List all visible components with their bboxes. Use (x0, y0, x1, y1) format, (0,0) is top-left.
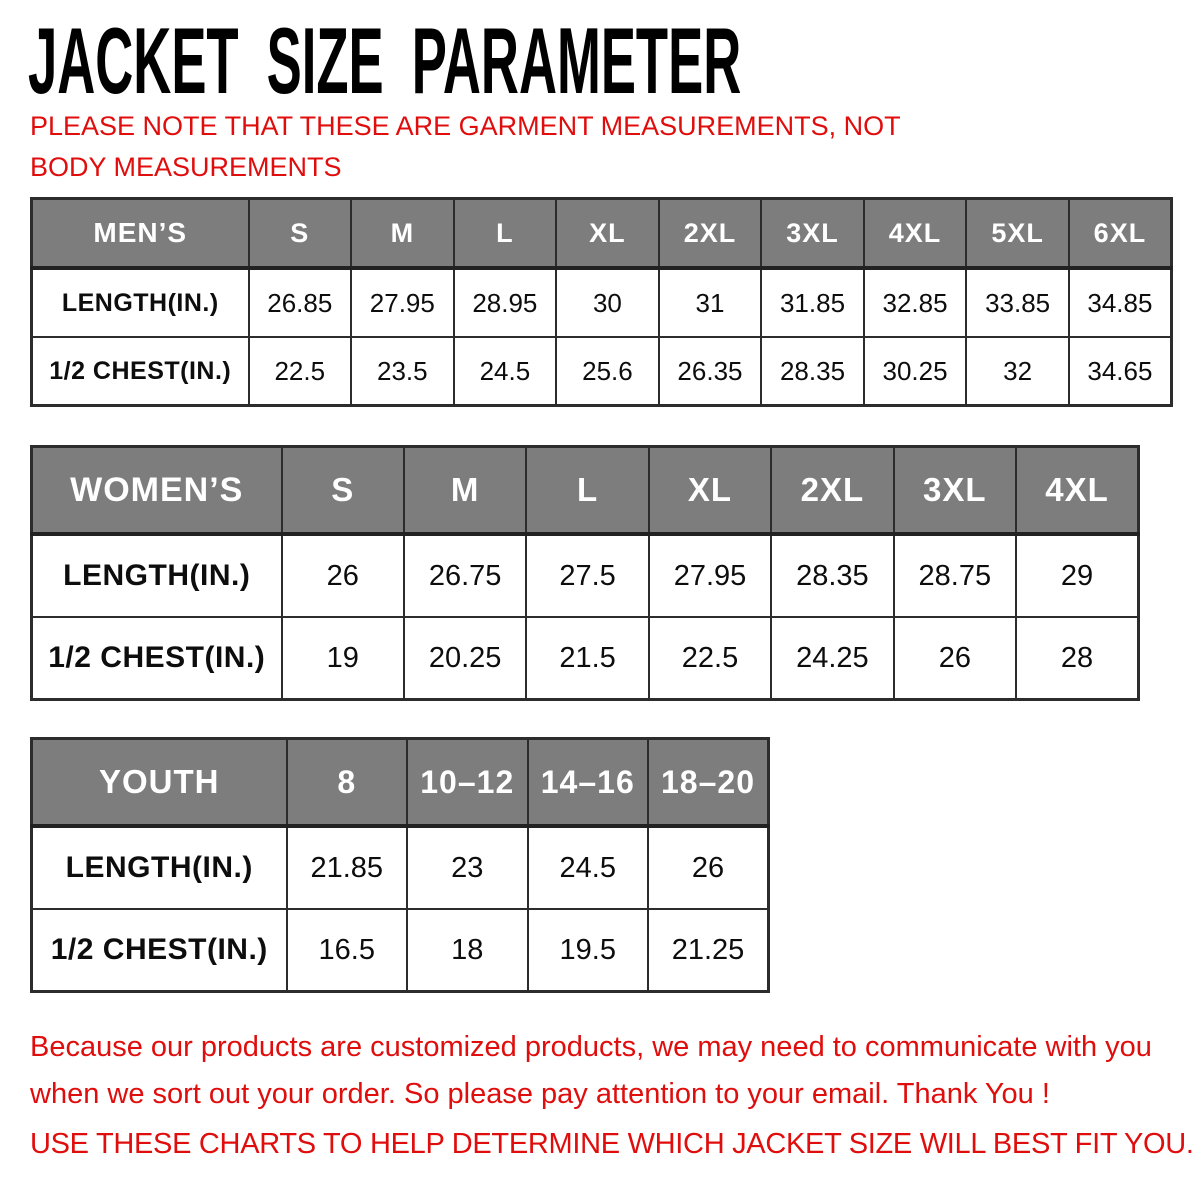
measurement-value-cell: 27.95 (649, 534, 771, 617)
measurement-value-cell: 28.75 (894, 534, 1016, 617)
size-header-cell: L (454, 199, 557, 269)
measurement-value-cell: 22.5 (649, 617, 771, 700)
measurement-value-cell: 34.85 (1069, 268, 1172, 337)
measurement-value-cell: 32 (966, 337, 1069, 406)
measurement-value-cell: 30 (556, 268, 659, 337)
measurement-value-cell: 29 (1016, 534, 1138, 617)
table-group-name: WOMEN’S (32, 447, 282, 535)
size-header-cell: 5XL (966, 199, 1069, 269)
measurement-value-cell: 26.35 (659, 337, 762, 406)
measurement-value-cell: 30.25 (864, 337, 967, 406)
measurement-value-cell: 21.5 (526, 617, 648, 700)
size-header-cell: M (404, 447, 526, 535)
size-header-row (32, 739, 769, 827)
size-header-cell: S (249, 199, 352, 269)
measurement-value-cell: 26 (282, 534, 404, 617)
measurement-row (32, 617, 1139, 700)
customization-notice-line-1: Because our products are customized products, we may need to communicate with you (30, 1031, 1152, 1063)
measurement-value-cell: 28 (1016, 617, 1138, 700)
measurement-row (32, 337, 1172, 406)
size-header-cell: M (351, 199, 454, 269)
mens-size-table (30, 197, 1173, 407)
size-header-cell: L (526, 447, 648, 535)
measurement-label-cell: 1/2 CHEST(IN.) (32, 909, 287, 992)
measurement-row (32, 909, 769, 992)
measurement-value-cell: 26 (894, 617, 1016, 700)
measurement-value-cell: 19 (282, 617, 404, 700)
measurement-value-cell: 23 (407, 826, 528, 909)
size-header-row (32, 199, 1172, 269)
measurement-value-cell: 24.5 (454, 337, 557, 406)
measurement-value-cell: 28.35 (761, 337, 864, 406)
size-header-cell: 4XL (864, 199, 967, 269)
womens-size-table (30, 445, 1140, 701)
measurement-row (32, 826, 769, 909)
measurement-row (32, 268, 1172, 337)
size-header-cell: 18–20 (648, 739, 769, 827)
measurement-value-cell: 23.5 (351, 337, 454, 406)
size-header-cell: 14–16 (528, 739, 649, 827)
customization-notice (30, 1024, 1195, 1118)
size-header-cell: XL (556, 199, 659, 269)
measurement-label-cell: 1/2 CHEST(IN.) (32, 617, 282, 700)
measurement-label-cell: LENGTH(IN.) (32, 826, 287, 909)
usage-instruction: USE THESE CHARTS TO HELP DETERMINE WHICH JACKET SIZE WILL BEST FIT YOU. (30, 1128, 1194, 1160)
measurement-value-cell: 28.35 (771, 534, 893, 617)
size-header-row (32, 447, 1139, 535)
table-group-name: YOUTH (32, 739, 287, 827)
measurement-value-cell: 24.5 (528, 826, 649, 909)
customization-notice-line-2: when we sort out your order. So please pay attention to your email. Thank You ! (30, 1077, 1050, 1110)
page-title (28, 8, 1200, 113)
size-header-cell: 6XL (1069, 199, 1172, 269)
measurement-value-cell: 16.5 (287, 909, 408, 992)
size-table-grid (30, 445, 1140, 701)
measurement-value-cell: 18 (407, 909, 528, 992)
garment-measurement-note: PLEASE NOTE THAT THESE ARE GARMENT MEASUREMENTS, NOT BODY MEASUREMENTS (30, 111, 901, 182)
measurement-value-cell: 31.85 (761, 268, 864, 337)
measurement-value-cell: 26 (648, 826, 769, 909)
size-table-grid (30, 197, 1173, 407)
measurement-value-cell: 24.25 (771, 617, 893, 700)
measurement-value-cell: 32.85 (864, 268, 967, 337)
measurement-label-cell: LENGTH(IN.) (32, 534, 282, 617)
size-header-cell: 3XL (761, 199, 864, 269)
table-group-name: MEN’S (32, 199, 249, 269)
size-header-cell: S (282, 447, 404, 535)
measurement-value-cell: 22.5 (249, 337, 352, 406)
measurement-label-cell: 1/2 CHEST(IN.) (32, 337, 249, 406)
size-header-cell: 2XL (659, 199, 762, 269)
size-header-cell: 2XL (771, 447, 893, 535)
measurement-value-cell: 19.5 (528, 909, 649, 992)
size-header-cell: 4XL (1016, 447, 1138, 535)
size-header-cell: 3XL (894, 447, 1016, 535)
measurement-value-cell: 25.6 (556, 337, 659, 406)
measurement-value-cell: 34.65 (1069, 337, 1172, 406)
measurement-value-cell: 21.85 (287, 826, 408, 909)
measurement-value-cell: 20.25 (404, 617, 526, 700)
size-header-cell: 10–12 (407, 739, 528, 827)
measurement-value-cell: 27.5 (526, 534, 648, 617)
measurement-label-cell: LENGTH(IN.) (32, 268, 249, 337)
page-title-text: JACKET SIZE PARAMETER (28, 8, 742, 113)
size-header-cell: XL (649, 447, 771, 535)
measurement-value-cell: 28.95 (454, 268, 557, 337)
measurement-value-cell: 26.85 (249, 268, 352, 337)
measurement-value-cell: 26.75 (404, 534, 526, 617)
size-header-cell: 8 (287, 739, 408, 827)
measurement-value-cell: 27.95 (351, 268, 454, 337)
measurement-row (32, 534, 1139, 617)
measurement-value-cell: 33.85 (966, 268, 1069, 337)
measurement-value-cell: 31 (659, 268, 762, 337)
youth-size-table (30, 737, 770, 993)
measurement-value-cell: 21.25 (648, 909, 769, 992)
size-table-grid (30, 737, 770, 993)
